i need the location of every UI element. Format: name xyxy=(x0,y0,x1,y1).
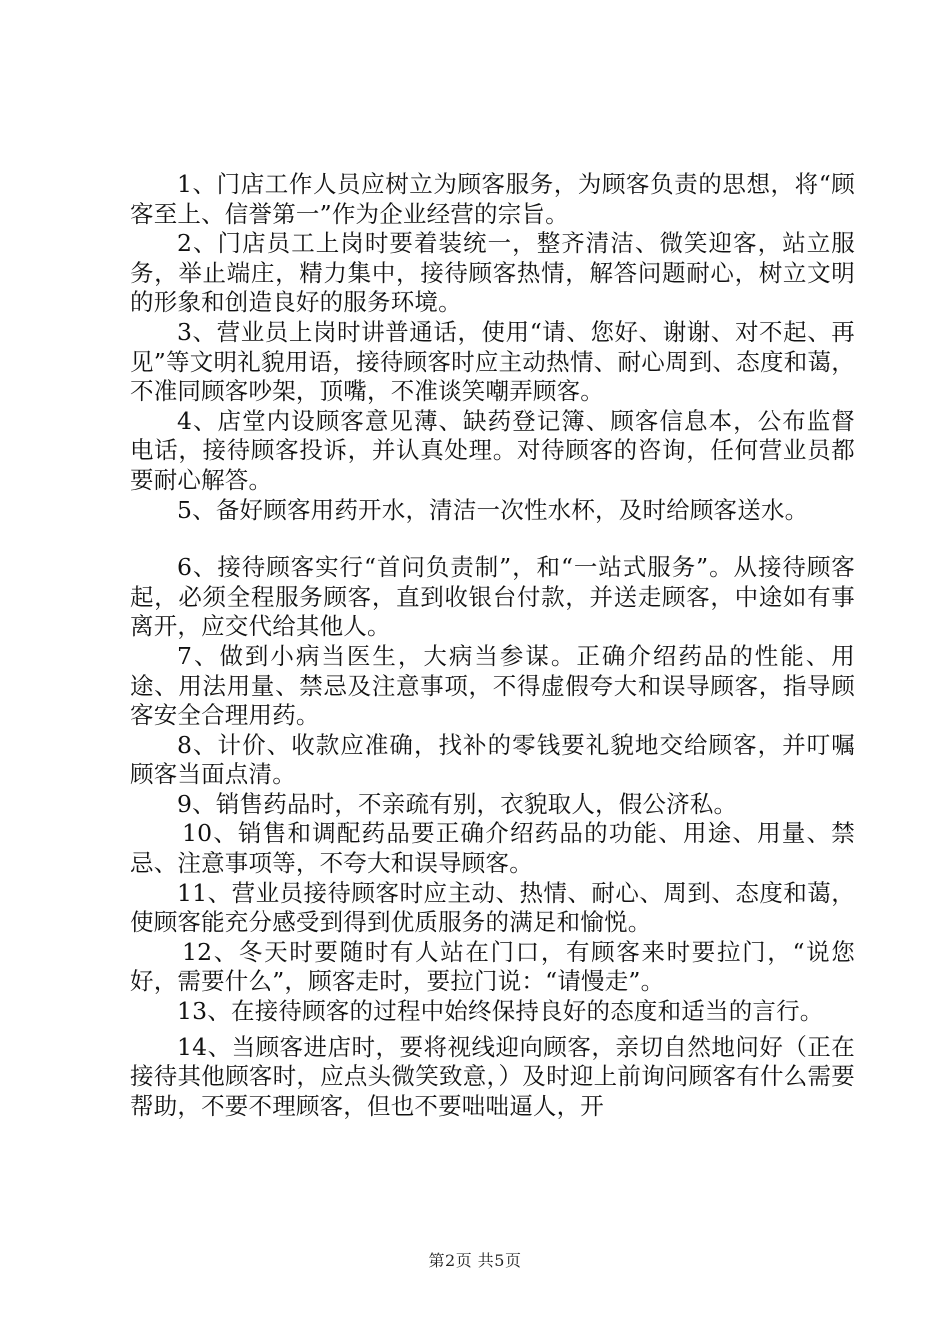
document-body xyxy=(130,170,855,1121)
paragraph-1: 1、门店工作人员应树立为顾客服务，为顾客负责的思想，将“顾客至上、信誉第一”作为企业经营的宗旨。 xyxy=(130,170,855,228)
paragraph-3: 3、营业员上岗时讲普通话，使用“请、您好、谢谢、对不起、再见”等文明礼貌用语，接待顾客时应主动热情、耐心周到、态度和蔼，不准同顾客吵架，顶嘴，不准谈笑嘲弄顾客。 xyxy=(130,317,855,406)
paragraph-10: 10、销售和调配药品要正确介绍药品的功能、用途、用量、禁忌、注意事项等，不夸大和误导顾客。 xyxy=(130,819,855,878)
paragraph-14: 14、当顾客进店时，要将视线迎向顾客，亲切自然地问好（正在接待其他顾客时，应点头微笑致意，）及时迎上前询问顾客有什么需要帮助，不要不理顾客，但也不要咄咄逼人，开 xyxy=(130,1032,855,1120)
paragraph-13: 13、在接待顾客的过程中始终保持良好的态度和适当的言行。 xyxy=(177,997,824,1026)
paragraph-2: 2、门店员工上岗时要着装统一，整齐清洁、微笑迎客，站立服务，举止端庄，精力集中，接待顾客热情，解答问题耐心，树立文明的形象和创造良好的服务环境。 xyxy=(130,229,855,317)
paragraph-7: 7、做到小病当医生，大病当参谋。正确介绍药品的性能、用途、用法用量、禁忌及注意事项，不得虚假夸大和误导顾客，指导顾客安全合理用药。 xyxy=(130,641,855,730)
paragraph-4: 4、店堂内设顾客意见薄、缺药登记簿、顾客信息本，公布监督电话，接待顾客投诉，并认真处理。对待顾客的咨询，任何营业员都要耐心解答。 xyxy=(130,406,855,494)
paragraph-11: 11、营业员接待顾客时应主动、热情、耐心、周到、态度和蔼，使顾客能充分感受到得到优质服务的满足和愉悦。 xyxy=(130,878,855,937)
paragraph-6: 6、接待顾客实行“首问负责制”，和“一站式服务”。从接待顾客起，必须全程服务顾客，直到收银台付款，并送走顾客，中途如有事离开，应交代给其他人。 xyxy=(130,553,855,641)
page-number-footer: 第2页 共5页 xyxy=(428,1251,522,1270)
paragraph-5: 5、备好顾客用药开水，清洁一次性水杯，及时给顾客送水。 xyxy=(177,495,809,524)
paragraph-9: 9、销售药品时，不亲疏有别，衣貌取人，假公济私。 xyxy=(177,789,738,818)
paragraph-8: 8、计价、收款应准确，找补的零钱要礼貌地交给顾客，并叮嘱顾客当面点清。 xyxy=(130,730,855,789)
paragraph-12: 12、冬天时要随时有人站在门口，有顾客来时要拉门，“说您好，需要什么”，顾客走时，要拉门说：“请慢走”。 xyxy=(130,937,855,996)
